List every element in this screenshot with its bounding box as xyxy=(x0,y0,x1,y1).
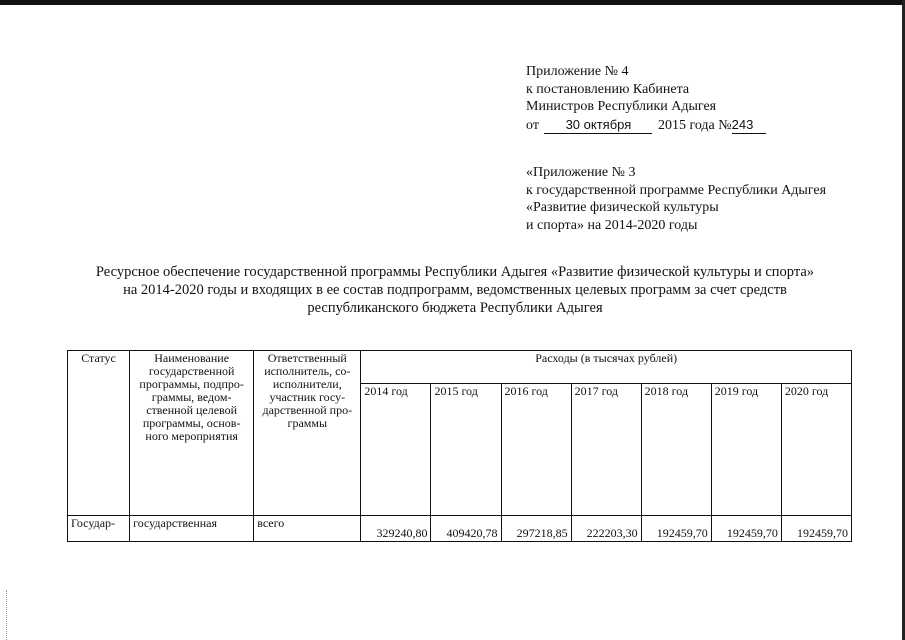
decree-number: 243 xyxy=(732,116,766,135)
scan-top-edge xyxy=(0,0,905,5)
appendix-4-header xyxy=(526,63,766,134)
header-expenses: Расходы (в тысячах рублей) xyxy=(361,351,852,384)
appendix-3-header xyxy=(526,164,826,234)
value-2014: 329240,80 xyxy=(361,516,431,542)
header-status: Статус xyxy=(68,351,130,516)
document-title xyxy=(40,263,870,317)
value-2015: 409420,78 xyxy=(431,516,501,542)
appendix-3-line4: и спорта» на 2014-2020 годы xyxy=(526,217,698,233)
resources-table xyxy=(67,350,852,542)
date-day-month: 30 октября xyxy=(544,116,652,135)
header-year-2017: 2017 год xyxy=(571,384,641,516)
header-year-2018: 2018 год xyxy=(641,384,711,516)
table-row xyxy=(68,516,852,542)
value-2016: 297218,85 xyxy=(501,516,571,542)
row-status: Государ- xyxy=(68,516,130,542)
value-2018: 192459,70 xyxy=(641,516,711,542)
header-year-2019: 2019 год xyxy=(711,384,781,516)
value-2019: 192459,70 xyxy=(711,516,781,542)
appendix-4-line3: Министров Республики Адыгея xyxy=(526,99,717,114)
scan-margin-marks xyxy=(6,590,9,640)
header-year-2015: 2015 год xyxy=(431,384,501,516)
appendix-3-line1: «Приложение № 3 xyxy=(526,165,636,180)
date-year: 2015 года № xyxy=(657,117,732,133)
row-responsible: всего xyxy=(254,516,361,542)
appendix-4-line2: к постановлению Кабинета xyxy=(526,81,690,97)
header-responsible: Ответственный исполнитель, со-исполнители, участник госу-дарственной про-граммы xyxy=(254,351,361,516)
date-prefix: от xyxy=(526,117,539,133)
value-2017: 222203,30 xyxy=(571,516,641,542)
appendix-4-line1: Приложение № 4 xyxy=(526,64,629,79)
header-year-2016: 2016 год xyxy=(501,384,571,516)
row-name: государственная xyxy=(130,516,254,542)
title-line1: Ресурсное обеспечение государственной программы Республики Адыгея «Развитие физической культуры и спорта» xyxy=(95,264,815,280)
appendix-4-date-line xyxy=(526,116,766,135)
title-line3: республиканского бюджета Республики Адыгея xyxy=(307,300,603,316)
appendix-3-line2: к государственной программе Республики Адыгея xyxy=(526,182,827,198)
appendix-3-line3: «Развитие физической культуры xyxy=(526,200,719,215)
header-year-2014: 2014 год xyxy=(361,384,431,516)
header-year-2020: 2020 год xyxy=(781,384,851,516)
title-line2: на 2014-2020 годы и входящих в ее состав подпрограмм, ведомственных целевых программ за счет средств xyxy=(123,282,787,298)
header-program-name: Наименование государственной программы, подпро-граммы, ведом-ственной целевой программы, основ-ного мероприятия xyxy=(130,351,254,516)
value-2020: 192459,70 xyxy=(781,516,851,542)
